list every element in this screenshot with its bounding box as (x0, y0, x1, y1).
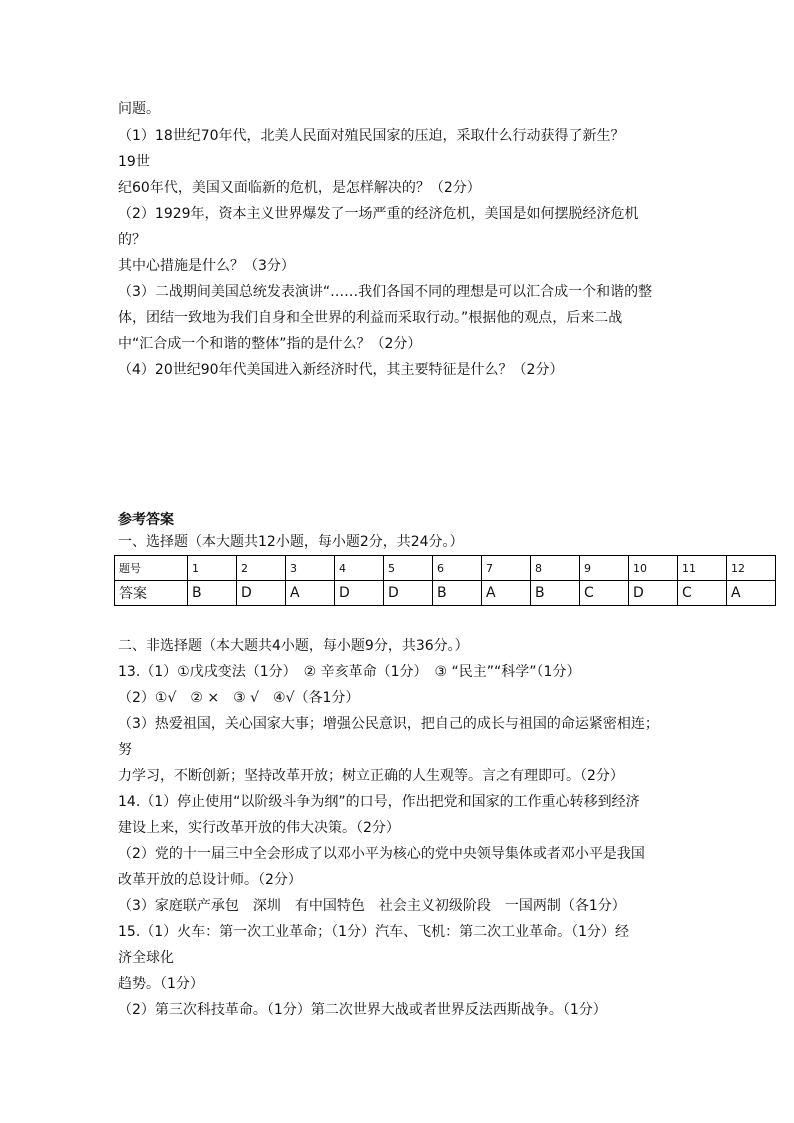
text-line: 其中心措施是什么？（3分） (118, 258, 295, 274)
text-line: 改革开放的总设计师。（2分） (118, 872, 302, 888)
text-line: 趋势。（1分） (118, 976, 204, 992)
text-line: （2）1929年，资本主义世界爆发了一场严重的经济危机，美国是如何摆脱经济危机 (118, 206, 639, 222)
answer-cell: A (286, 581, 335, 606)
answer-cell: D (629, 581, 678, 606)
answer-cell: B (188, 581, 237, 606)
number-cell: 3 (286, 556, 335, 581)
answer-table (114, 555, 776, 606)
text-line: 努 (118, 742, 132, 758)
text-line: 的？ (118, 232, 146, 248)
number-cell: 8 (531, 556, 580, 581)
table-row (115, 581, 776, 606)
answer-cell: B (433, 581, 482, 606)
text-line: 纪60年代，美国又面临新的危机，是怎样解决的？（2分） (118, 180, 481, 196)
number-cell: 4 (335, 556, 384, 581)
text-line: （2）第三次科技革命。（1分）第二次世界大战或者世界反法西斯战争。（1分） (118, 1002, 607, 1018)
row-label-answer: 答案 (115, 581, 188, 606)
text-line: 14.（1）停止使用“以阶级斗争为纲”的口号，作出把党和国家的工作重心转移到经济 (118, 794, 640, 810)
answer-cell: B (531, 581, 580, 606)
text-line: （3）二战期间美国总统发表演讲“……我们各国不同的理想是可以汇合成一个和谐的整 (118, 284, 653, 300)
number-cell: 10 (629, 556, 678, 581)
text-line: （4）20世纪90年代美国进入新经济时代，其主要特征是什么？（2分） (118, 362, 564, 378)
text-line: 问题。 (118, 101, 160, 117)
text-line: （1）18世纪70年代，北美人民面对殖民国家的压迫，采取什么行动获得了新生？ (118, 128, 625, 144)
text-line: 13.（1）①戊戌变法（1分） ② 辛亥革命（1分） ③ “民主”“科学”（1分） (118, 664, 581, 680)
text-line: 19世 (118, 154, 150, 170)
text-line: 力学习，不断创新；坚持改革开放；树立正确的人生观等。言之有理即可。（2分） (118, 768, 624, 784)
number-cell: 1 (188, 556, 237, 581)
answer-cell: A (727, 581, 776, 606)
text-line: 15.（1）火车：第一次工业革命；（1分）汽车、飞机：第二次工业革命。（1分）经 (118, 924, 629, 940)
number-cell: 7 (482, 556, 531, 581)
text-line: （2）党的十一届三中全会形成了以邓小平为核心的党中央领导集体或者邓小平是我国 (118, 846, 645, 862)
answer-cell: C (678, 581, 727, 606)
text-line: （3）家庭联产承包 深圳 有中国特色 社会主义初级阶段 一国两制（各1分） (118, 898, 626, 914)
answer-cell: C (580, 581, 629, 606)
text-line: （3）热爱祖国，关心国家大事；增强公民意识，把自己的成长与祖国的命运紧密相连； (118, 716, 659, 732)
text-line: 建设上来，实行改革开放的伟大决策。（2分） (118, 820, 400, 836)
number-cell: 12 (727, 556, 776, 581)
section1-title: 一、选择题（本大题共12小题，每小题2分，共24分。） (118, 534, 464, 550)
answer-cell: A (482, 581, 531, 606)
answer-cell: D (384, 581, 433, 606)
text-line: （2）①√ ② × ③ √ ④√（各1分） (118, 690, 360, 706)
section2-title: 二、非选择题（本大题共4小题，每小题9分，共36分。） (118, 638, 469, 654)
answer-cell: D (237, 581, 286, 606)
number-cell: 9 (580, 556, 629, 581)
answers-heading: 参考答案 (118, 512, 174, 528)
text-line: 体，团结一致地为我们自身和全世界的利益而采取行动。”根据他的观点，后来二战 (118, 310, 623, 326)
text-line: 中“汇合成一个和谐的整体”指的是什么？（2分） (118, 336, 422, 352)
text-line: 济全球化 (118, 950, 174, 966)
number-cell: 6 (433, 556, 482, 581)
row-label-number: 题号 (115, 556, 188, 581)
table-row (115, 556, 776, 581)
number-cell: 5 (384, 556, 433, 581)
answer-cell: D (335, 581, 384, 606)
number-cell: 11 (678, 556, 727, 581)
number-cell: 2 (237, 556, 286, 581)
